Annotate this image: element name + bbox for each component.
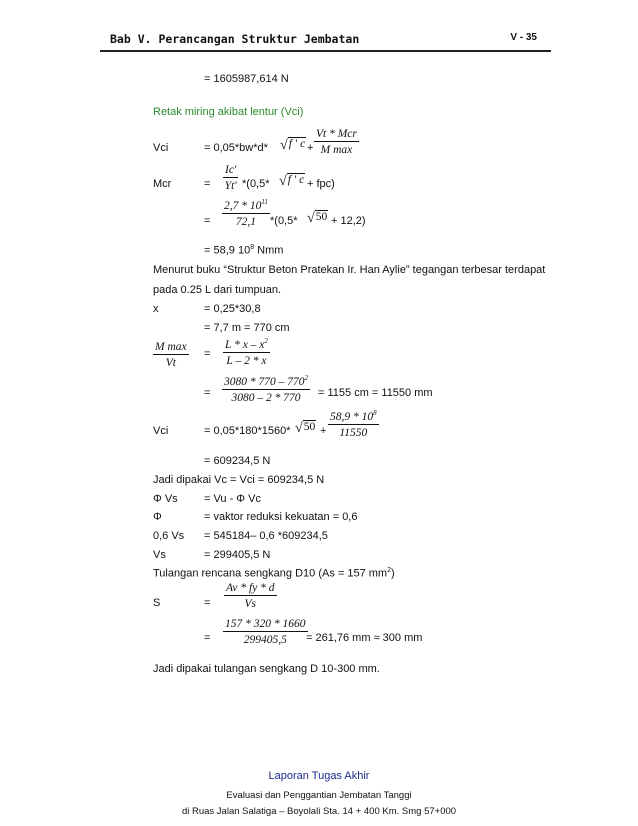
equals-sign: = (204, 387, 211, 399)
x-equation-2: = 7,7 m = 770 cm (204, 322, 290, 334)
fraction-lx: $\frac{L * x - x^2}{L - 2 * x}$ (225, 337, 268, 367)
conclusion-vc: Jadi dipakai Vc = Vci = 609234,5 N (153, 474, 325, 486)
footer-title: Laporan Tugas Akhir (268, 770, 370, 782)
conclusion-stirrup: Jadi dipakai tulangan sengkang D 10-300 mm. (153, 663, 380, 675)
label-mcr: Mcr (153, 178, 172, 190)
vci-result: = 609234,5 N (204, 455, 271, 467)
paragraph-line-1: Menurut buku “Struktur Beton Pratekan Ir. Han Aylie” tegangan terbesar terdapat (153, 264, 546, 276)
mcr-expression-b: + fpc) (307, 178, 335, 190)
equals-sign: = (204, 597, 211, 609)
fraction-vt-mcr: Vt * Mcr M max (316, 128, 357, 156)
footer-location: di Ruas Jalan Salatiga – Boyolali Sta. 14 + 400 Km. Smg 57+000 (181, 806, 457, 817)
label-06vs: 0,6 Vs (153, 530, 185, 542)
plus-sign: + (320, 425, 327, 437)
label-s: S (153, 597, 161, 609)
mcr-numeric-a: *(0,5* (270, 215, 298, 227)
page-number: V - 35 (510, 32, 537, 43)
page-header (100, 30, 551, 52)
paragraph-line-2: pada 0.25 L dari tumpuan. (153, 284, 282, 296)
sqrt-50: √50 (307, 211, 328, 226)
vci-expression: = 0,05*bw*d* (204, 142, 268, 154)
equals-sign: = (204, 348, 211, 360)
s-result: = 261,76 mm ≈ 300 mm (306, 632, 423, 644)
equals-sign: = (204, 632, 211, 644)
mcr-expression-a: *(0,5* (242, 178, 270, 190)
label-vs: Vs (153, 549, 166, 561)
section-heading: Retak miring akibat lentur (Vci) (153, 106, 304, 118)
label-vci: Vci (153, 142, 169, 154)
sqrt-fc: √f ' c (280, 138, 306, 153)
phi-definition: = vaktor reduksi kekuatan = 0,6 (204, 511, 358, 523)
label-x: x (153, 303, 159, 315)
plus-sign: + (307, 142, 314, 154)
fraction-mmax-vt: M max Vt (155, 341, 187, 369)
chapter-title: Bab V. Perancangan Struktur Jembatan (110, 32, 360, 46)
fraction-s: $\frac{Av * fy * d}{Vs}$ (226, 582, 275, 610)
stirrup-plan: Tulangan rencana sengkang D10 (As = 157 $mm^2$) (153, 567, 395, 580)
vs-result: = 299405,5 N (204, 549, 271, 561)
mcr-result: = 58,9 $10^8$ Nmm (204, 244, 284, 257)
fraction-mcr-numeric: $\frac{2,7 * 10^{11}}{72,1}$ (224, 198, 268, 228)
label-vci-2: Vci (153, 425, 169, 437)
vs06-equation: = 545184– 0,6 *609234,5 (204, 530, 328, 542)
fraction-ic-yt: $\frac{Ic'}{Yt'}$ (224, 164, 237, 192)
equals-sign: = (204, 215, 211, 227)
header-rule (100, 50, 551, 52)
fraction-s-numeric: $\frac{157 * 320 * 1660}{299405,5}$ (225, 618, 306, 646)
sqrt-50-2: √50 (295, 421, 316, 436)
equals-sign: = (204, 178, 211, 190)
mcr-numeric-b: + 12,2) (331, 215, 366, 227)
x-equation-1: = 0,25*30,8 (204, 303, 261, 315)
fraction-mcr-l: $\frac{58,9 * 10^8}{11550}$ (330, 409, 377, 439)
result-line: = 1605987,614 N (204, 73, 289, 85)
footer-subtitle: Evaluasi dan Penggantian Jembatan Tanggi (226, 790, 412, 801)
sqrt-fc-2: √f ' c (279, 174, 305, 189)
label-phi-vs: Φ Vs (153, 493, 178, 505)
fraction-numeric-x: $\frac{3080 * 770 - 770^2}{3080 - 2 * 770}$ (224, 374, 308, 404)
vci-numeric: = 0,05*180*1560* (204, 425, 291, 437)
phi-vs-equation: = Vu - Φ Vc (204, 493, 261, 505)
label-phi: Φ (153, 511, 162, 523)
mv-result: = 1155 cm = 11550 mm (318, 387, 433, 399)
